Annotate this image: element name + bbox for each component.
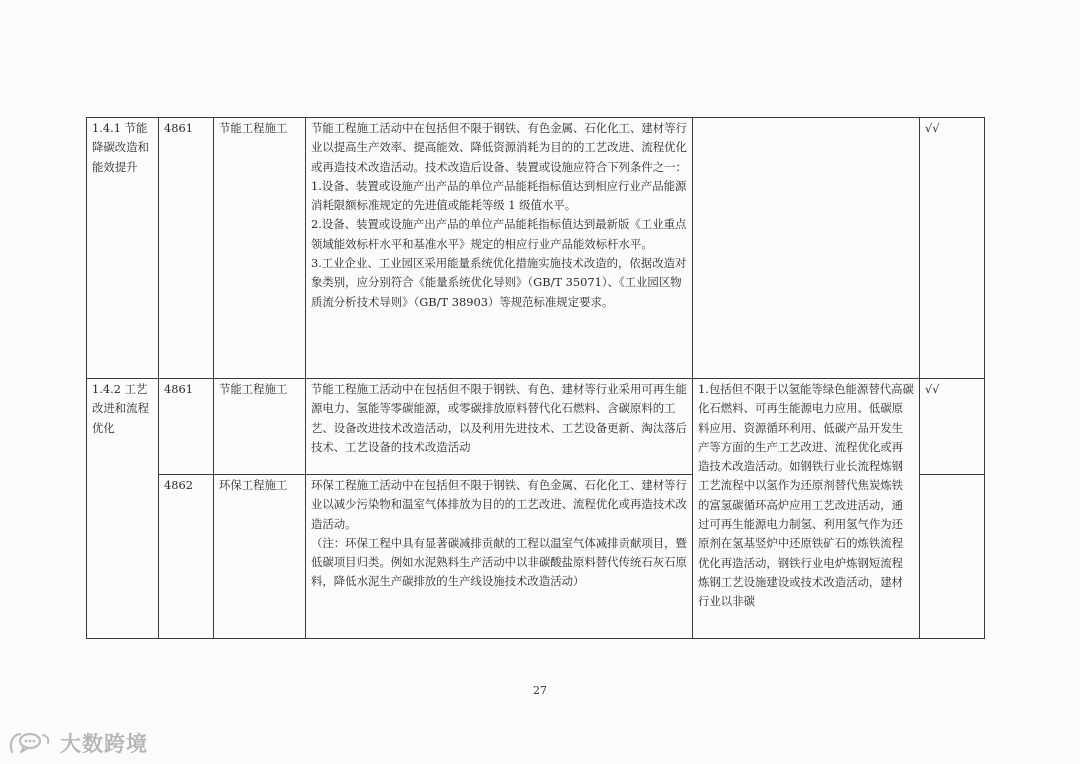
description-paragraph: 环保工程施工活动中在包括但不限于钢铁、有色金属、石化化工、建材等行业以减少污染物和温室气体排放为目的的工艺改进、流程优化或再造技术改造活动。 (311, 478, 687, 531)
description-paragraph: 节能工程施工活动中在包括但不限于钢铁、有色、建材等行业采用可再生能源电力、氢能等零碳能源，或零碳排放原料替代化石燃料、含碳原料的工艺、设备改进技术改造活动，以及利用先进技术、工艺设备更新、淘汰落后技术、工艺设备的技术改造活动 (311, 382, 687, 454)
industry-name-cell: 节能工程施工 (214, 379, 306, 475)
description-cell (306, 379, 693, 475)
industry-code-cell: 4862 (159, 475, 214, 639)
description-paragraph: 1.设备、装置或设施产出产品的单位产品能耗指标值达到相应行业产品能源消耗限额标准规定的先进值或能耗等级 1 级值水平。 (311, 178, 687, 213)
chat-bubble-logo-icon (8, 730, 54, 756)
checkmark-cell (920, 475, 985, 639)
remark-cell (693, 118, 920, 379)
description-paragraph: 节能工程施工活动中在包括但不限于钢铁、有色金属、石化化工、建材等行业以提高生产效率、提高能效、降低资源消耗为目的的工艺改进、流程优化或再造技术改造活动。技术改造后设备、装置或设施应符合下列条件之一： (311, 121, 687, 174)
industry-code-cell: 4861 (159, 118, 214, 379)
industry-name-cell: 节能工程施工 (214, 118, 306, 379)
description-paragraph: 3.工业企业、工业园区采用能量系统优化措施实施技术改造的，依据改造对象类别，应分别符合《能量系统优化导则》（GB/T 35071）、《工业园区物质流分析技术导则》（GB/T 38903）等规范标准规定要求。 (311, 256, 687, 309)
checkmark-cell: √√ (920, 379, 985, 475)
industry-name-cell: 环保工程施工 (214, 475, 306, 639)
industry-code-cell: 4861 (159, 379, 214, 475)
description-cell (306, 118, 693, 379)
checkmark-cell: √√ (920, 118, 985, 379)
remark-cell: 1.包括但不限于以氢能等绿色能源替代高碳化石燃料、可再生能源电力应用、低碳原料应用、资源循环利用、低碳产品开发生产等方面的生产工艺改进、流程优化或再造技术改造活动。如钢铁行业长流程炼钢工艺流程中以氢作为还原剂替代焦炭炼铁的富氢碳循环高炉应用工艺改进活动，通过可再生能源电力制氢、利用氢气作为还原剂在氢基竖炉中还原铁矿石的炼铁流程优化再造活动，钢铁行业电炉炼钢短流程炼钢工艺设施建设或技术改造活动，建材行业以非碳 (693, 379, 920, 639)
watermark (8, 728, 148, 758)
standards-table (86, 117, 985, 639)
section-cell: 1.4.1 节能降碳改造和能效提升 (87, 118, 159, 379)
page-number: 27 (533, 684, 547, 697)
watermark-text: 大数跨境 (60, 732, 148, 756)
description-cell (306, 475, 693, 639)
description-paragraph: （注：环保工程中具有显著碳减排贡献的工程以温室气体减排贡献项目，暨低碳项目归类。例如水泥熟料生产活动中以非碳酸盐原料替代传统石灰石原料，降低水泥生产碳排放的生产线设施技术改造活动） (311, 535, 687, 589)
table-row (87, 379, 985, 475)
section-cell: 1.4.2 工艺改进和流程优化 (87, 379, 159, 639)
table-row (87, 118, 985, 379)
description-paragraph: 2.设备、装置或设施产出产品的单位产品能耗指标值达到最新版《工业重点领域能效标杆水平和基准水平》规定的相应行业产品能效标杆水平。 (311, 217, 687, 251)
